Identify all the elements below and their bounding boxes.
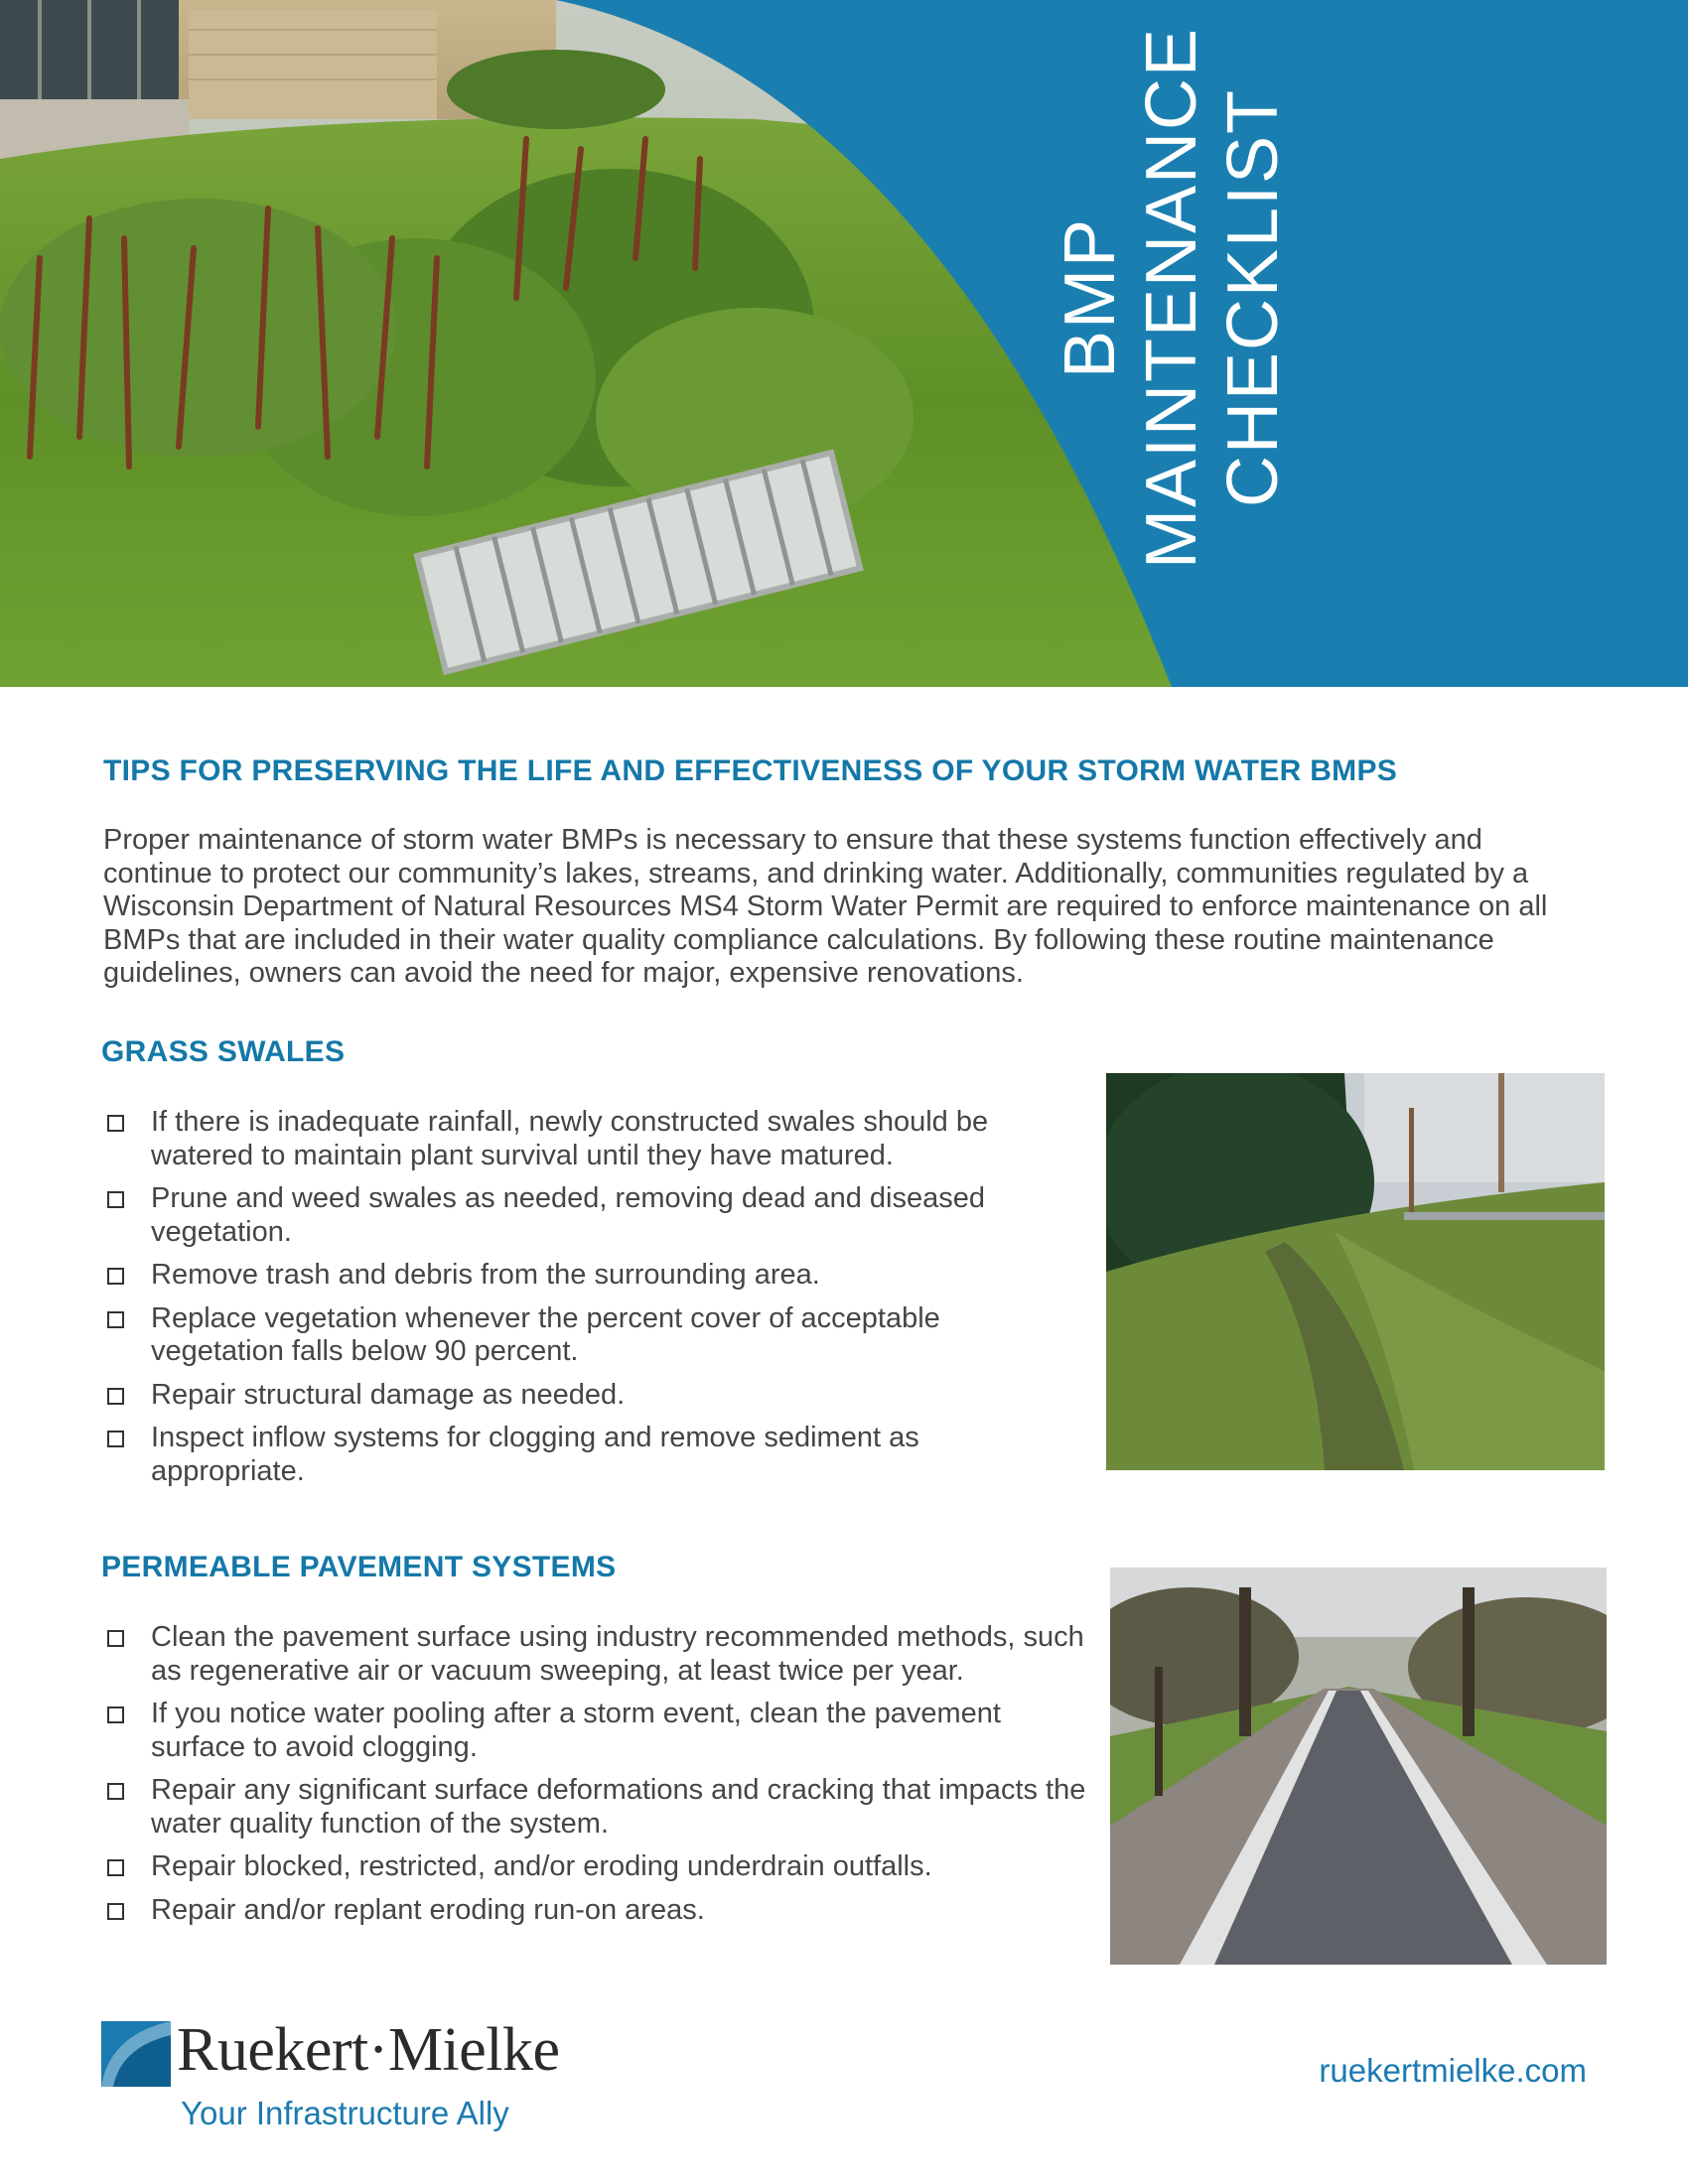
company-tagline: Your Infrastructure Ally bbox=[181, 2095, 509, 2131]
permeable-pavement-checklist bbox=[104, 1621, 1097, 1937]
permeable-pavement-photo bbox=[1110, 1568, 1607, 1965]
checklist-item: Prune and weed swales as needed, removing dead and diseased vegetation. bbox=[104, 1182, 1057, 1249]
grass-swales-checklist bbox=[104, 1106, 1057, 1498]
company-logo[interactable] bbox=[101, 2015, 618, 2144]
checkbox-icon[interactable] bbox=[107, 1388, 124, 1405]
checkbox-icon[interactable] bbox=[107, 1706, 124, 1723]
checkbox-icon[interactable] bbox=[107, 1268, 124, 1285]
header-banner bbox=[0, 0, 1688, 687]
checkbox-icon[interactable] bbox=[107, 1191, 124, 1208]
document-title bbox=[1050, 0, 1294, 645]
checklist-item: If you notice water pooling after a storm event, clean the pavement surface to avoid clogging. bbox=[104, 1698, 1097, 1764]
checklist-item: Remove trash and debris from the surrounding area. bbox=[104, 1259, 1057, 1293]
checkbox-icon[interactable] bbox=[107, 1311, 124, 1328]
permeable-pavement-heading: PERMEABLE PAVEMENT SYSTEMS bbox=[101, 1551, 617, 1583]
checkbox-icon[interactable] bbox=[107, 1859, 124, 1876]
checklist-item: Clean the pavement surface using industry recommended methods, such as regenerative air or vacuum sweeping, at least twice per year. bbox=[104, 1621, 1097, 1688]
title-line-2: MAINTENANCE bbox=[1132, 26, 1211, 570]
checklist-item: Repair any significant surface deformations and cracking that impacts the water quality function of the system. bbox=[104, 1774, 1097, 1841]
grass-swales-heading: GRASS SWALES bbox=[101, 1035, 346, 1068]
intro-paragraph: Proper maintenance of storm water BMPs is necessary to ensure that these systems function effectively and continue to protect our community’s lakes, streams, and drinking water. Additionally, communities regulated by a Wisconsin Department of Natural Resources MS4 Storm Water Permit are required to enforce maintenance on all BMPs that are included in their water quality compliance calculations. By following these routine maintenance guidelines, owners can avoid the need for major, expensive renovations. bbox=[103, 824, 1548, 989]
checklist-item: Repair and/or replant eroding run-on areas. bbox=[104, 1894, 1097, 1928]
checklist-item: Repair blocked, restricted, and/or eroding underdrain outfalls. bbox=[104, 1850, 1097, 1884]
tips-heading: TIPS FOR PRESERVING THE LIFE AND EFFECTIVENESS OF YOUR STORM WATER BMPS bbox=[103, 754, 1398, 787]
checklist-item: Replace vegetation whenever the percent cover of acceptable vegetation falls below 90 percent. bbox=[104, 1302, 1057, 1369]
website-link[interactable]: ruekertmielke.com bbox=[1319, 2052, 1587, 2089]
checkbox-icon[interactable] bbox=[107, 1903, 124, 1920]
title-line-1: BMP bbox=[1051, 216, 1130, 379]
company-name: Ruekert·Mielke bbox=[177, 2016, 560, 2084]
checkbox-icon[interactable] bbox=[107, 1783, 124, 1800]
checklist-item: Repair structural damage as needed. bbox=[104, 1379, 1057, 1413]
logo-mark-icon bbox=[101, 2021, 171, 2087]
checklist-item: If there is inadequate rainfall, newly constructed swales should be watered to maintain plant survival until they have matured. bbox=[104, 1106, 1057, 1172]
title-line-3: CHECKLIST bbox=[1213, 87, 1293, 508]
checklist-item: Inspect inflow systems for clogging and remove sediment as appropriate. bbox=[104, 1422, 1057, 1488]
grass-swale-photo bbox=[1106, 1073, 1605, 1470]
checkbox-icon[interactable] bbox=[107, 1630, 124, 1647]
checkbox-icon[interactable] bbox=[107, 1431, 124, 1447]
checkbox-icon[interactable] bbox=[107, 1115, 124, 1132]
header-photo-garden bbox=[0, 0, 1688, 687]
